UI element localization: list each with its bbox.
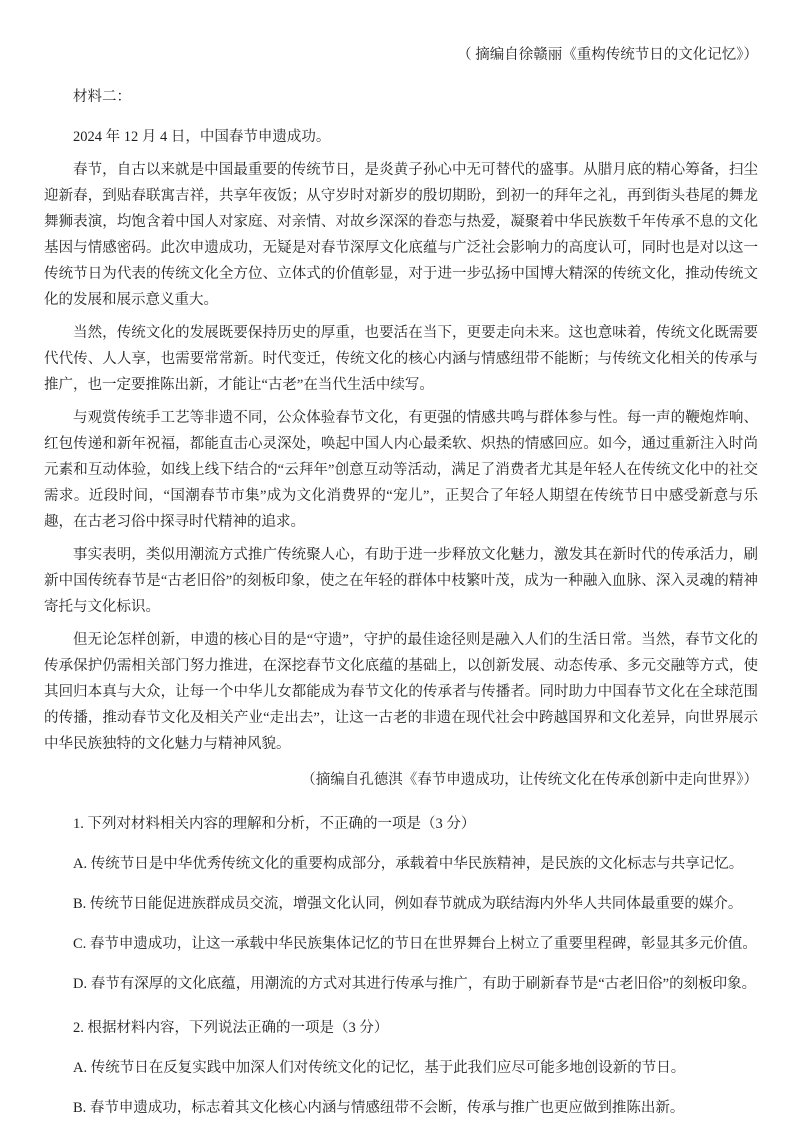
attribution-bottom: （摘编自孔德淇《春节申遗成功，让传统文化在传承创新中走向世界》） [301, 772, 758, 788]
question-1-option-c: C. 春节申遗成功，让这一承载中华民族集体记忆的节日在世界舞台上树立了重要里程碑，彰显其多元价值。 [73, 936, 757, 952]
question-1-option-d: D. 春节有深厚的文化底蕴，用潮流的方式对其进行传承与推广，有助于刷新春节是“古老旧俗”的刻板印象。 [73, 976, 757, 992]
question-1-option-b: B. 传统节日能促进族群成员交流，增强文化认同，例如春节就成为联结海内外华人共同体最重要的媒介。 [73, 896, 743, 912]
question-2-stem: 2. 根据材料内容，下列说法正确的一项是（3 分） [73, 1020, 389, 1036]
material-label: 材料二： [73, 89, 131, 105]
attribution-top: （ 摘编自徐赣丽《重构传统节日的文化记忆》） [457, 47, 758, 63]
question-2-option-a: A. 传统节日在反复实践中加深人们对传统文化的记忆，基于此我们应尽可能多地创设新的节日。 [73, 1060, 686, 1076]
question-1-option-a: A. 传统节日是中华优秀传统文化的重要构成部分，承载着中华民族精神，是民族的文化标志与共享记忆。 [73, 856, 744, 872]
paragraph-2: 当然，传统文化的发展既要保持历史的厚重，也要活在当下，更要走向未来。这也意味着，传统文化既需要代代传、人人享，也需要常常新。时代变迁，传统文化的核心内涵与情感纽带不能断；与传统文化相关的传承与推广，也一定要推陈出新，才能让“古老”在当代生活中续写。 [44, 325, 758, 393]
paragraph-1: 春节，自古以来就是中国最重要的传统节日，是炎黄子孙心中无可替代的盛事。从腊月底的精心筹备，扫尘迎新春，到贴春联寓吉祥，共享年夜饭；从守岁时对新岁的殷切期盼，到初一的拜年之礼，再到街头巷尾的舞龙舞狮表演，均饱含着中国人对家庭、对亲情、对故乡深深的眷恋与热爱，凝聚着中华民族数千年传承不息的文化基因与情感密码。此次申遗成功，无疑是对春节深厚文化底蕴与广泛社会影响力的高度认可，同时也是对以这一传统节日为代表的传统文化全方位、立体式的价值彰显，对于进一步弘扬中国博大精深的传统文化，推动传统文化的发展和展示意义重大。 [44, 162, 758, 308]
paragraph-4: 事实表明，类似用潮流方式推广传统聚人心，有助于进一步释放文化魅力，激发其在新时代的传承活力，刷新中国传统春节是“古老旧俗”的刻板印象，使之在年轻的群体中枝繁叶茂，成为一种融入血脉、深入灵魂的精神寄托与文化标识。 [44, 547, 758, 615]
question-2-option-b: B. 春节申遗成功，标志着其文化核心内涵与情感纽带不会断，传承与推广也更应做到推陈出新。 [73, 1100, 685, 1116]
question-1-stem: 1. 下列对材料相关内容的理解和分析，不正确的一项是（3 分） [73, 816, 476, 832]
intro-line: 2024 年 12 月 4 日，中国春节申遗成功。 [73, 129, 331, 145]
paragraph-5: 但无论怎样创新，申遗的核心目的是“守遗”，守护的最佳途径则是融入人们的生活日常。当然，春节文化的传承保护仍需相关部门努力推进，在深挖春节文化底蕴的基础上，以创新发展、动态传承、多元交融等方式，使其回归本真与大众，让每一个中华儿女都能成为春节文化的传承者与传播者。同时助力中国春节文化在全球范围的传播，推动春节文化及相关产业“走出去”，让这一古老的非遗在现代社会中跨越国界和文化差异，向世界展示中华民族独特的文化魅力与精神风貌。 [44, 632, 758, 752]
paragraph-3: 与观赏传统手工艺等非遗不同，公众体验春节文化，有更强的情感共鸣与群体参与性。每一声的鞭炮炸响、红包传递和新年祝福，都能直击心灵深处，唤起中国人内心最柔软、炽热的情感回应。如今，通过重新注入时尚元素和互动体验，如线上线下结合的“云拜年”创意互动等活动，满足了消费者尤其是年轻人在传统文化中的社交需求。近段时间，“国潮春节市集”成为文化消费界的“宠儿”，正契合了年轻人期望在传统节日中感受新意与乐趣，在古老习俗中探寻时代精神的追求。 [44, 410, 758, 530]
